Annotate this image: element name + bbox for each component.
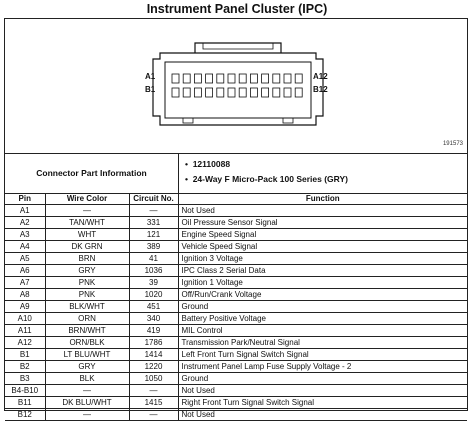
pin-cell: B4-B10 — [5, 385, 45, 397]
table-header-row — [5, 193, 467, 205]
connector-cavity — [284, 74, 291, 83]
table-row — [5, 253, 467, 265]
function-cell: Not Used — [178, 409, 467, 421]
function-cell: Not Used — [178, 205, 467, 217]
function-cell: Not Used — [178, 385, 467, 397]
circuit-cell: 121 — [129, 229, 178, 241]
circuit-cell: 340 — [129, 313, 178, 325]
pin-cell: B2 — [5, 361, 45, 373]
circuit-cell: 1020 — [129, 289, 178, 301]
connector-info — [5, 153, 467, 194]
circuit-cell: 389 — [129, 241, 178, 253]
page-title: Instrument Panel Cluster (IPC) — [146, 2, 328, 16]
info-item-text: 12110088 — [192, 159, 231, 169]
connector-info-label: Connector Part Information — [5, 153, 179, 193]
wire-color-cell: PNK — [45, 277, 129, 289]
header-wire-color: Wire Color — [45, 193, 129, 205]
circuit-cell: 1414 — [129, 349, 178, 361]
connector-cavity — [262, 88, 269, 97]
circuit-cell: 1036 — [129, 265, 178, 277]
function-cell: Ground — [178, 373, 467, 385]
pin-label-b12: B12 — [313, 85, 328, 94]
table-row — [5, 373, 467, 385]
connector-cavity — [239, 74, 246, 83]
wire-color-cell: BRN/WHT — [45, 325, 129, 337]
table-row — [5, 361, 467, 373]
wire-color-cell: LT BLU/WHT — [45, 349, 129, 361]
circuit-cell: 41 — [129, 253, 178, 265]
table-row — [5, 277, 467, 289]
table-row — [5, 385, 467, 397]
connector-cavity — [172, 74, 179, 83]
table-row — [5, 301, 467, 313]
connector-cavity — [183, 88, 190, 97]
circuit-cell: 1050 — [129, 373, 178, 385]
table-row — [5, 337, 467, 349]
function-cell: Ground — [178, 301, 467, 313]
circuit-cell: — — [129, 205, 178, 217]
pin-cell: A6 — [5, 265, 45, 277]
function-cell: Engine Speed Signal — [178, 229, 467, 241]
connector-cavity — [250, 88, 257, 97]
pin-cell: A9 — [5, 301, 45, 313]
circuit-cell: 39 — [129, 277, 178, 289]
wire-color-cell: PNK — [45, 289, 129, 301]
connector-cavity — [206, 88, 213, 97]
wire-color-cell: DK BLU/WHT — [45, 397, 129, 409]
function-cell: Battery Positive Voltage — [178, 313, 467, 325]
connector-diagram-area — [5, 19, 467, 154]
function-cell: MIL Control — [178, 325, 467, 337]
pin-cell: A4 — [5, 241, 45, 253]
table-row — [5, 205, 467, 217]
header-function: Function — [178, 193, 467, 205]
table-row — [5, 397, 467, 409]
connector-sheet — [4, 18, 468, 419]
connector-cavity — [183, 74, 190, 83]
pin-label-a12: A12 — [313, 72, 328, 81]
function-cell: Ignition 1 Voltage — [178, 277, 467, 289]
pin-cell: B11 — [5, 397, 45, 409]
connector-cavity — [273, 74, 280, 83]
info-item-text: 24-Way F Micro-Pack 100 Series (GRY) — [192, 174, 348, 184]
pin-cell: B3 — [5, 373, 45, 385]
wire-color-cell: GRY — [45, 265, 129, 277]
connector-cavity — [239, 88, 246, 97]
connector-cavity — [194, 88, 201, 97]
pin-cell: A11 — [5, 325, 45, 337]
table-row — [5, 313, 467, 325]
connector-cavity — [194, 74, 201, 83]
table-row — [5, 325, 467, 337]
connector-cavity — [295, 88, 302, 97]
function-cell: Oil Pressure Sensor Signal — [178, 217, 467, 229]
connector-cavity — [217, 74, 224, 83]
connector-cavity — [273, 88, 280, 97]
connector-cavity — [217, 88, 224, 97]
table-row — [5, 349, 467, 361]
connector-cavity — [228, 74, 235, 83]
table-row — [5, 229, 467, 241]
circuit-cell: 1415 — [129, 397, 178, 409]
wire-color-cell: — — [45, 205, 129, 217]
circuit-cell: 419 — [129, 325, 178, 337]
table-row — [5, 241, 467, 253]
connector-diagram — [5, 19, 467, 153]
function-cell: Left Front Turn Signal Switch Signal — [178, 349, 467, 361]
pin-cell: B12 — [5, 409, 45, 421]
connector-cavity — [172, 88, 179, 97]
table-row — [5, 289, 467, 301]
connector-cavity — [262, 74, 269, 83]
function-cell: Instrument Panel Lamp Fuse Supply Voltage - 2 — [178, 361, 467, 373]
wire-color-cell: WHT — [45, 229, 129, 241]
pin-label-a1: A1 — [145, 72, 156, 81]
wire-color-cell: ORN — [45, 313, 129, 325]
wire-color-cell: — — [45, 409, 129, 421]
figure-id: 191573 — [442, 141, 463, 147]
pin-cell: A7 — [5, 277, 45, 289]
pin-cell: A10 — [5, 313, 45, 325]
circuit-cell: 331 — [129, 217, 178, 229]
circuit-cell: — — [129, 385, 178, 397]
wire-color-cell: BLK — [45, 373, 129, 385]
pin-cell: A5 — [5, 253, 45, 265]
circuit-cell: — — [129, 409, 178, 421]
circuit-cell: 1220 — [129, 361, 178, 373]
connector-info-items — [185, 157, 348, 187]
function-cell: Vehicle Speed Signal — [178, 241, 467, 253]
pin-cell: A3 — [5, 229, 45, 241]
pin-cell: A2 — [5, 217, 45, 229]
info-item: • 24-Way F Micro-Pack 100 Series (GRY) — [185, 174, 348, 184]
function-cell: IPC Class 2 Serial Data — [178, 265, 467, 277]
pin-table — [5, 193, 467, 421]
connector-cavity — [250, 74, 257, 83]
function-cell: Transmission Park/Neutral Signal — [178, 337, 467, 349]
info-item: • 12110088 — [185, 159, 231, 169]
function-cell: Ignition 3 Voltage — [178, 253, 467, 265]
table-row — [5, 265, 467, 277]
wire-color-cell: ORN/BLK — [45, 337, 129, 349]
connector-cavity — [228, 88, 235, 97]
wire-color-cell: GRY — [45, 361, 129, 373]
wire-color-cell: — — [45, 385, 129, 397]
pin-cell: B1 — [5, 349, 45, 361]
table-row — [5, 217, 467, 229]
wire-color-cell: BLK/WHT — [45, 301, 129, 313]
connector-cavity — [284, 88, 291, 97]
header-pin: Pin — [5, 193, 45, 205]
wire-color-cell: DK GRN — [45, 241, 129, 253]
wire-color-cell: BRN — [45, 253, 129, 265]
wire-color-cell: TAN/WHT — [45, 217, 129, 229]
circuit-cell: 1786 — [129, 337, 178, 349]
circuit-cell: 451 — [129, 301, 178, 313]
pin-cell: A1 — [5, 205, 45, 217]
function-cell: Right Front Turn Signal Switch Signal — [178, 397, 467, 409]
header-circuit-no: Circuit No. — [129, 193, 178, 205]
connector-cavity — [206, 74, 213, 83]
pin-label-b1: B1 — [145, 85, 156, 94]
pin-cell: A12 — [5, 337, 45, 349]
pin-cell: A8 — [5, 289, 45, 301]
connector-cavity — [295, 74, 302, 83]
function-cell: Off/Run/Crank Voltage — [178, 289, 467, 301]
